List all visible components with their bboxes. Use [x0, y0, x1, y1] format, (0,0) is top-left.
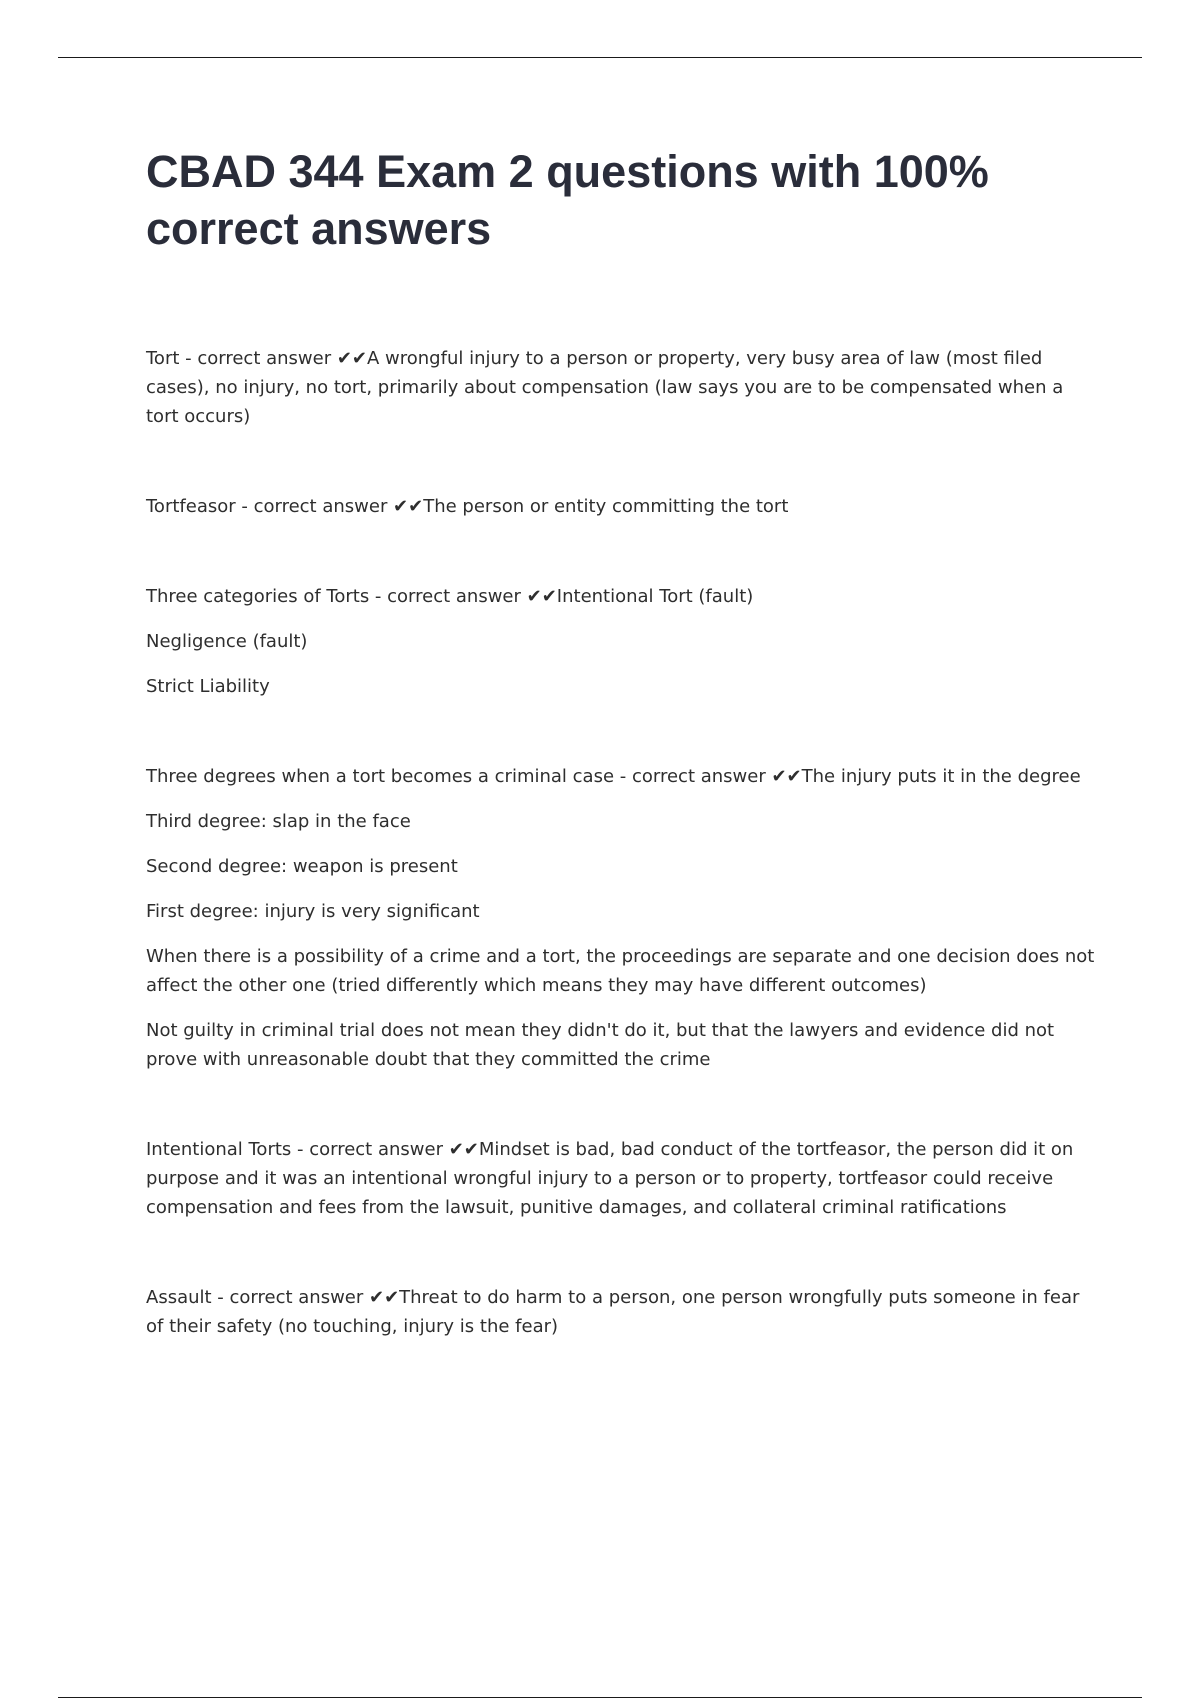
document-title: CBAD 344 Exam 2 questions with 100% correct answers — [146, 146, 989, 254]
top-divider — [58, 57, 1142, 58]
entry-tort — [146, 344, 1096, 431]
entry-line: When there is a possibility of a crime and a tort, the proceedings are separate and one decision does not affect the other one (tried differently which means they may have different outcomes) — [146, 946, 1095, 996]
entry-line: Three categories of Torts - correct answer ✔✔Intentional Tort (fault) — [146, 586, 754, 607]
entry-tort-degrees — [146, 762, 1096, 1074]
entry-line: Second degree: weapon is present — [146, 856, 458, 877]
entry-line: Intentional Torts - correct answer ✔✔Mindset is bad, bad conduct of the tortfeasor, the person did it on purpose and it was an intentional wrongful injury to a person or to property, tortfeasor could receive compensation and fees from the lawsuit, punitive damages, and collateral criminal ratifications — [146, 1139, 1074, 1218]
entry-assault — [146, 1283, 1096, 1341]
document-body — [146, 344, 1096, 1402]
bottom-divider — [58, 1697, 1142, 1698]
entry-line: Not guilty in criminal trial does not mean they didn't do it, but that the lawyers and evidence did not prove with unreasonable doubt that they committed the crime — [146, 1020, 1055, 1070]
entry-line: Tort - correct answer ✔✔A wrongful injury to a person or property, very busy area of law (most filed cases), no injury, no tort, primarily about compensation (law says you are to be compensated when a tort occurs) — [146, 348, 1064, 427]
entry-line: Strict Liability — [146, 676, 270, 697]
entry-line: Three degrees when a tort becomes a criminal case - correct answer ✔✔The injury puts it in the degree — [146, 766, 1081, 787]
entry-line: Negligence (fault) — [146, 631, 308, 652]
entry-line: Assault - correct answer ✔✔Threat to do harm to a person, one person wrongfully puts someone in fear of their safety (no touching, injury is the fear) — [146, 1287, 1080, 1337]
entry-line: First degree: injury is very significant — [146, 901, 480, 922]
entry-intentional-torts — [146, 1135, 1096, 1222]
entry-tort-categories — [146, 582, 1096, 701]
entry-line: Third degree: slap in the face — [146, 811, 411, 832]
entry-line: Tortfeasor - correct answer ✔✔The person or entity committing the tort — [146, 496, 789, 517]
entry-tortfeasor — [146, 492, 1096, 521]
